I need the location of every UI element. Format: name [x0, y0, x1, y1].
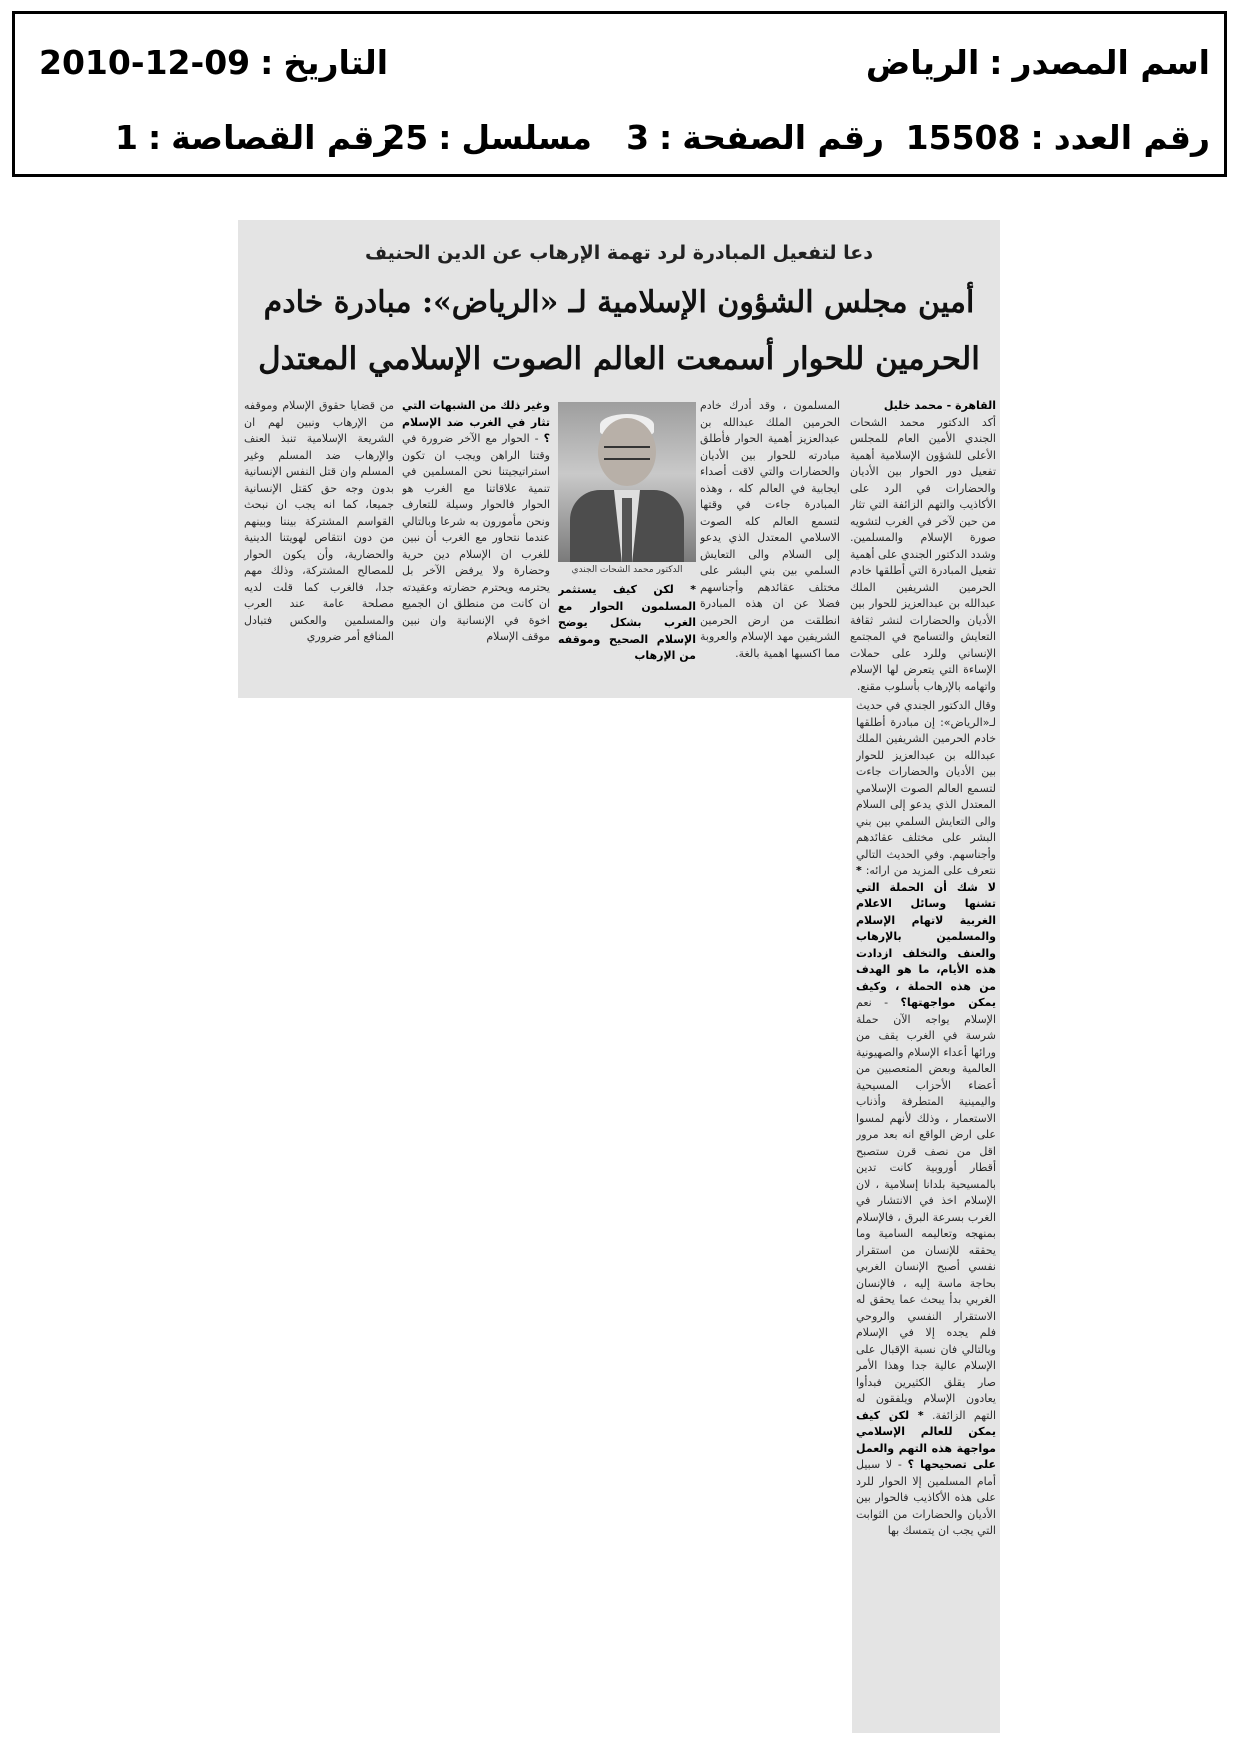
continued-text: وقال الدكتور الجندي في حديث لـ«الرياض»: إن مبادرة أطلقها خادم الحرمين الشريفين الملك عبدالله بن عبدالعزيز للحوار بين الأديان والحضارات جاءت لتسمع العالم الصوت الإسلامي المعتدل الذي يدعو إلى السلام والى التعايش السلمي بين بني البشر على مختلف عقائدهم وأجناسهم. وفي الحديث التالي نتعرف على المزيد من ارائه:: [856, 699, 996, 877]
column-5-text: من قضايا حقوق الإسلام وموقفه من الإرهاب ونبين لهم ان الشريعة الإسلامية تنبذ العنف والإرهاب ضد المسلم وغير المسلم وان قتل النفس الإنسانية بدون وجه حق كقتل الإنسانية جميعا، كما انه يجب ان نبحث القواسم المشتركة بيننا وبينهم من دون انتقاص لهويتنا الدينية والحضارية، وأن يكون الحوار للمصالح المشتركة، وذلك مهم جدا، فالغرب كما قلت لديه مصلحة عامة عند العرب والمسلمين والعكس فتبادل المنافع أمر ضروري: [244, 399, 394, 643]
clip-number-field: [115, 118, 394, 157]
interview-question: وغير ذلك من الشبهات التي تثار في الغرب ضد الإسلام ؟: [402, 399, 550, 445]
separator: :: [438, 118, 452, 157]
separator: :: [260, 43, 274, 82]
article-column-2: [700, 398, 840, 694]
article-column-continued: [856, 698, 996, 1728]
article-headline-line2: الحرمين للحوار أسمعت العالم الصوت الإسلامي المعتدل: [258, 341, 980, 377]
page-value: 3: [626, 118, 650, 157]
article-column-4: [402, 398, 550, 694]
column-4-text: - الحوار مع الآخر ضرورة في وقتنا الراهن ويجب ان تكون استراتيجيتنا نحن المسلمين في تنمية علاقاتنا مع الغرب هو الحوار فالحوار وسيلة للتعارف ونحن مأمورون به شرعا وبالتالي عندما نتحاور مع الغرب أن نبين للغرب ان الإسلام دين حرية وحضارة ولا يرفض الآخر بل يحترمه ويحترم حضارته وعقيدته ان كانت من منطلق ان الجميع اخوة في الإنسانية وان نبين موقف الإسلام: [402, 432, 550, 643]
issue-value: 15508: [905, 118, 1021, 157]
clip-number-label: رقم القصاصة: [171, 118, 394, 157]
interview-question: * لكن كيف يمكن للعالم الإسلامي مواجهة هذه التهم والعمل على تصحيحها ؟: [856, 1408, 996, 1471]
source-label: اسم المصدر: [1012, 43, 1210, 82]
column-1-text: أكد الدكتور محمد الشحات الجندي الأمين العام للمجلس الأعلى للشؤون الإسلامية أهمية تفعيل دور الحوار بين الأديان والحضارات في الرد على الأكاذيب والتهم الزائفة التي تثار من حين لآخر في الغرب لتشويه صورة الإسلام والمسلمين. وشدد الدكتور الجندي على أهمية تفعيل المبادرة التي أطلقها خادم الحرمين الشريفين الملك عبدالله بن عبدالعزيز للحوار بين الأديان والحضارات لنشر ثقافة التعايش والتسامح في المجتمع الإنساني وللرد على حملات الإساءة التي يتعرض لها الإسلام واتهامه بالإرهاب بأسلوب مقنع.: [850, 415, 996, 693]
interview-question: * لكن كيف يستثمر المسلمون الحوار مع الغرب بشكل يوضح الإسلام الصحيح وموقفه من الإرهاب: [558, 583, 696, 662]
source-value: الرياض: [865, 43, 980, 82]
interview-answer: - لا سبيل أمام المسلمين إلا الحوار للرد على هذه الأكاذيب فالحوار بين الأديان والحضارات من الثوابت التي يجب ان يتمسك بها: [856, 1458, 996, 1537]
serial-field: [382, 118, 592, 157]
article-byline: القاهرة - محمد خليل: [883, 399, 996, 412]
interview-answer: - نعم الإسلام يواجه الآن حملة شرسة في الغرب يقف من ورائها أعداء الإسلام والصهيونية العالمية وبعض المتعصبين من أعضاء الأحزاب المسيحية واليمينية المتطرفة وأذناب الاستعمار ، وذلك لأنهم لمسوا على ارض الواقع انه بعد مرور اقل من نصف قرن ستصبح أقطار أوروبية كانت تدين بالمسيحية بلدانا إسلامية ، لان الإسلام اخذ في الانتشار في الغرب بسرعة البرق ، فالإسلام بمنهجه وتعاليمه السامية وما يحققه للإنسان من استقرار نفسي أصبح الإنسان الغربي بحاجة ماسة إليه ، فالإنسان الغربي بدأ يبحث عما يحقق له الاستقرار النفسي والروحي فلم يجده إلا في الإسلام وبالتالي فان نسبة الإقبال على الإسلام عالية جدا وهذا الأمر صار يقلق الكثيرين فبدأوا يعادون الإسلام ويلفقون له التهم الزائفة.: [856, 996, 996, 1422]
article-column-5: [244, 398, 394, 694]
issue-field: [905, 118, 1210, 157]
column-2-text: المسلمون ، وقد أدرك خادم الحرمين الملك عبدالله بن عبدالعزيز أهمية الحوار فأطلق مبادرته للحوار بين الأديان والحضارات والتي لاقت أصداء ايجابية في العالم كله ، وهذه المبادرة جاءت في وقتها لتسمع العالم كله الصوت الاسلامي المعتدل الذي يدعو إلى السلام والى التعايش السلمي بين بني البشر على مختلف عقائدهم وأجناسهم فضلا عن ان هذه المبادرة انطلقت من ارض الحرمين الشريفين مهد الإسلام والعروبة مما اكسبها اهمية بالغة.: [700, 399, 840, 660]
issue-label: رقم العدد: [1053, 118, 1210, 157]
page-label: رقم الصفحة: [682, 118, 884, 157]
article-column-3: [558, 582, 696, 694]
clip-number-value: 1: [115, 118, 138, 157]
source-field: [865, 43, 1210, 82]
page-field: [626, 118, 884, 157]
separator: :: [659, 118, 673, 157]
date-field: [39, 43, 389, 82]
article-column-1: [850, 398, 996, 694]
author-photo: [558, 402, 696, 562]
photo-caption: الدكتور محمد الشحات الجندي: [571, 565, 683, 575]
serial-label: مسلسل: [461, 118, 592, 157]
newspaper-clipping: [238, 220, 1000, 698]
date-value: 09-12-2010: [39, 43, 251, 82]
article-headline-line1: أمين مجلس الشؤون الإسلامية لـ «الرياض»: مبادرة خادم: [263, 285, 975, 320]
date-label: التاريخ: [283, 43, 389, 82]
separator: :: [1030, 118, 1044, 157]
article-continuation-column: [852, 698, 1000, 1733]
clipping-header: [12, 11, 1227, 177]
separator: :: [989, 43, 1003, 82]
separator: :: [147, 118, 162, 157]
interview-question: * لا شك أن الحملة التي تشنها وسائل الاعلام الغربية لاتهام الإسلام والمسلمين بالإرهاب والعنف والتخلف ازدادت هذه الأيام، ما هو الهدف من هذه الحملة ، وكيف يمكن مواجهتها؟: [856, 864, 996, 1009]
article-kicker: دعا لتفعيل المبادرة لرد تهمة الإرهاب عن الدين الحنيف: [364, 242, 874, 264]
serial-value: 25: [382, 118, 429, 157]
